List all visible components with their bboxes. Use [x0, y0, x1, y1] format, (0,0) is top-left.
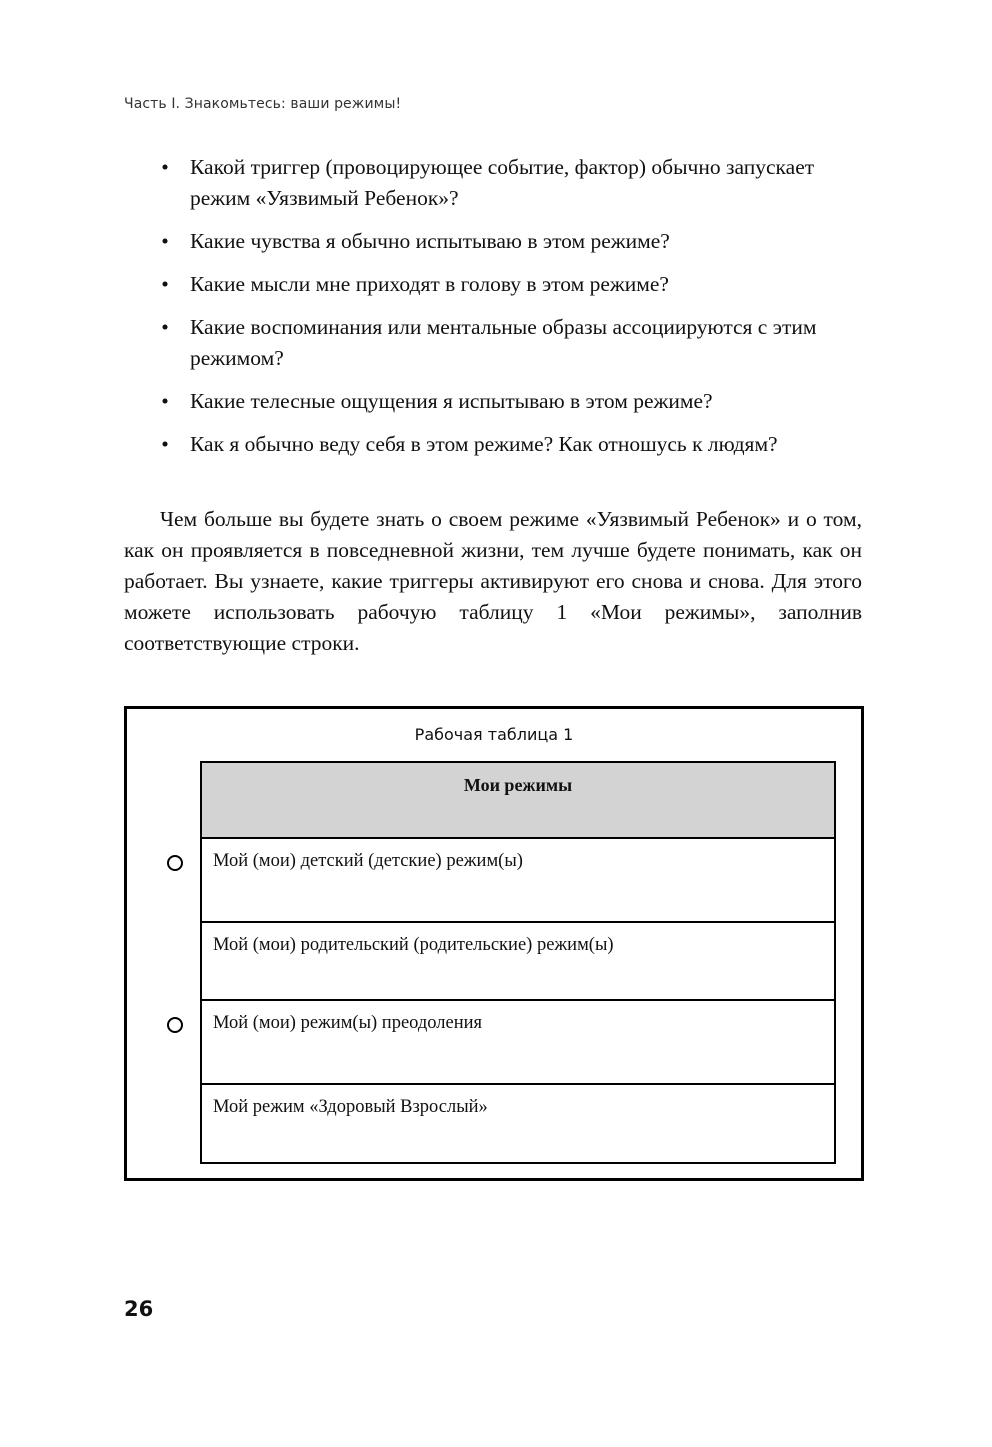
list-item — [124, 226, 864, 257]
modes-table — [200, 761, 836, 1164]
list-item-text: Какие мысли мне приходят в голову в этом режиме? — [190, 272, 669, 296]
worksheet-box — [124, 706, 864, 1181]
bullet-icon: • — [161, 229, 169, 253]
table-row-parent-modes[interactable] — [202, 923, 834, 1001]
list-item — [124, 386, 864, 417]
question-list — [124, 152, 864, 472]
punch-hole-icon — [167, 1017, 183, 1033]
row-label: Мой (мои) детский (детские) режим(ы) — [213, 851, 523, 871]
list-item — [124, 269, 864, 300]
list-item — [124, 429, 864, 460]
table-row-child-modes[interactable] — [202, 839, 834, 923]
list-item-text: Какие телесные ощущения я испытываю в этом режиме? — [190, 389, 713, 413]
bullet-icon: • — [161, 155, 169, 179]
list-item-text: Какие воспоминания или ментальные образы ассоциируются с этим режимом? — [190, 315, 817, 370]
bullet-icon: • — [161, 315, 169, 339]
row-label: Мой (мои) родительский (родительские) режим(ы) — [213, 935, 614, 955]
body-paragraph: Чем больше вы будете знать о своем режиме «Уязвимый Ребенок» и о том, как он проявляется в повседневной жизни, тем лучше будете понимать, как он работает. Вы узнаете, какие триггеры активируют его снова и снова. Для этого можете использовать рабочую таблицу 1 «Мои режимы», заполнив соответствующие строки. — [124, 507, 862, 655]
list-item-text: Какие чувства я обычно испытываю в этом режиме? — [190, 229, 670, 253]
list-item — [124, 312, 864, 374]
running-head: Часть I. Знакомьтесь: ваши режимы! — [124, 96, 402, 112]
table-row-healthy-adult-mode[interactable] — [202, 1085, 834, 1162]
worksheet-title: Рабочая таблица 1 — [414, 725, 574, 744]
list-item-text: Какой триггер (провоцирующее событие, фактор) обычно запускает режим «Уязвимый Ребенок»? — [190, 155, 815, 210]
list-item-text: Как я обычно веду себя в этом режиме? Как отношусь к людям? — [190, 432, 778, 456]
row-label: Мой (мои) режим(ы) преодоления — [213, 1013, 483, 1033]
page-number: 26 — [124, 1297, 154, 1321]
modes-table-header: Мои режимы — [202, 763, 834, 839]
bullet-icon: • — [161, 272, 169, 296]
bullet-icon: • — [161, 432, 169, 456]
row-label: Мой режим «Здоровый Взрослый» — [213, 1097, 488, 1117]
list-item — [124, 152, 864, 214]
table-row-coping-modes[interactable] — [202, 1001, 834, 1085]
punch-hole-icon — [167, 855, 183, 871]
bullet-icon: • — [161, 389, 169, 413]
